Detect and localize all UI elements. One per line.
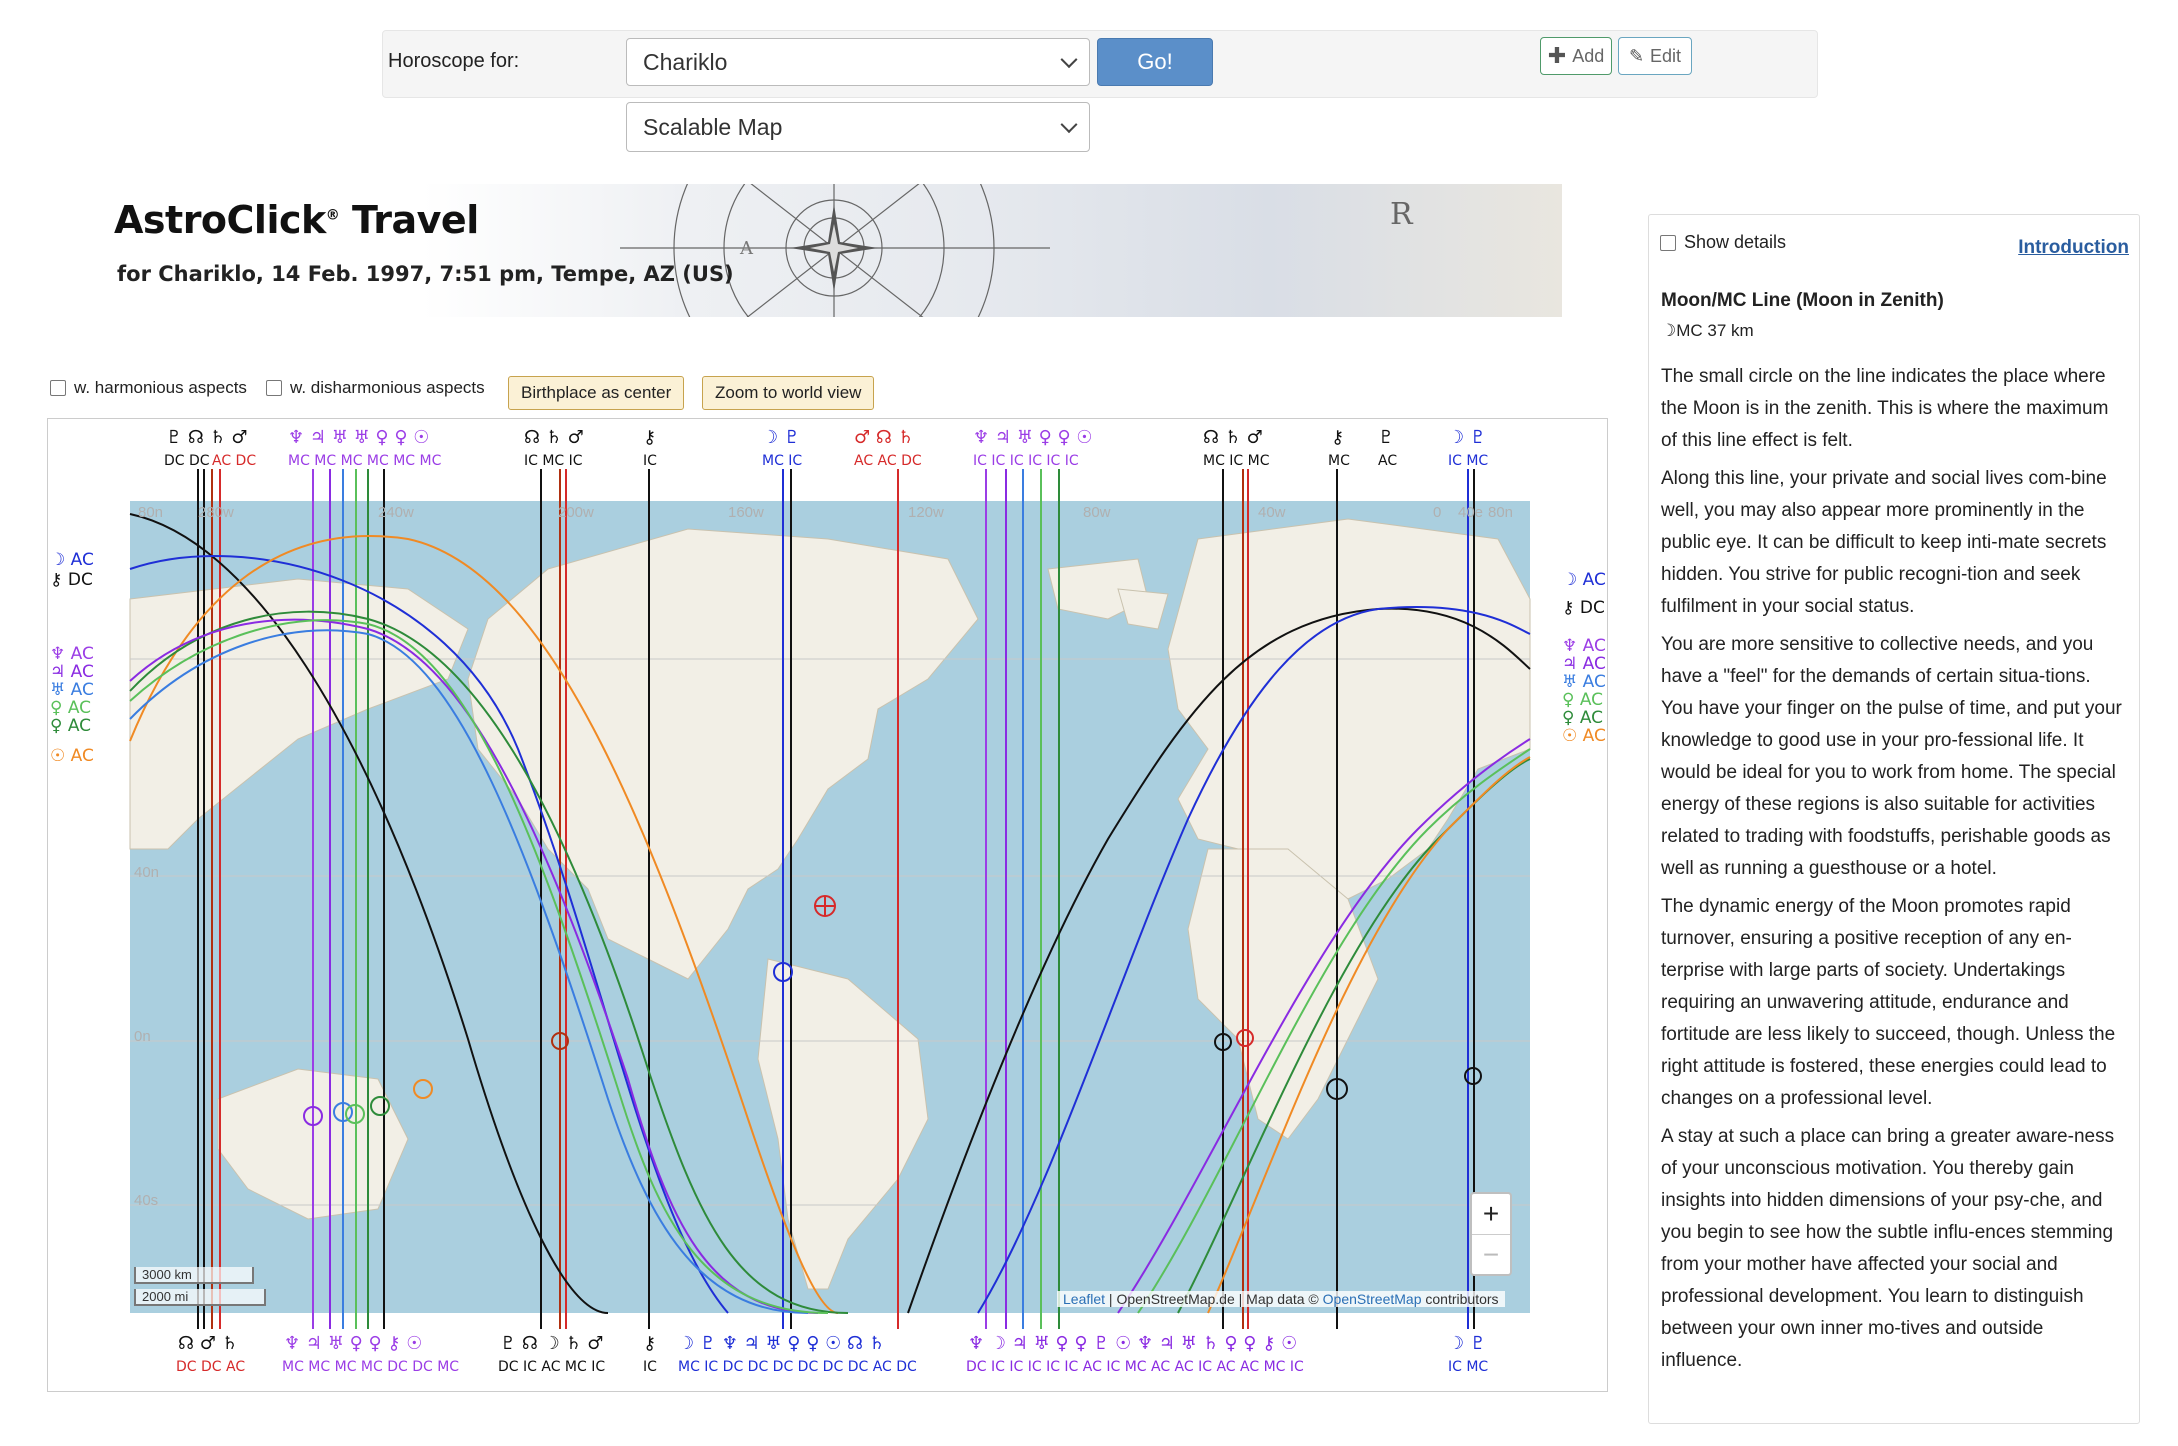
longitude-label: 120w — [908, 504, 944, 521]
svg-text:⚷: ⚷ — [643, 1333, 657, 1354]
horoscope-select[interactable] — [626, 38, 1090, 86]
harmonious-aspects-option[interactable] — [50, 378, 247, 398]
interpretation-panel — [1648, 214, 2140, 1424]
longitude-label: 80n — [138, 504, 164, 521]
line-labels-top — [164, 427, 1488, 469]
svg-text:IC: IC — [643, 453, 657, 469]
svg-text:☉ AC: ☉ AC — [50, 746, 94, 766]
paragraph: You are more sensitive to collective needs, and you have a "feel" for the demands of certain situa-tions. You have your finger on the pulse of time, and put your knowledge to good use in your pro-fessional life. It would be ideal for you to work from home. The special energy of these regions is also suitable for activities related to trading with foodstuffs, perishable goods as well as running a guesthouse or a hotel. — [1661, 634, 2122, 879]
svg-text:♇ ☊ ♄ ♂: ♇ ☊ ♄ ♂ — [166, 427, 248, 448]
zoom-control — [1470, 1192, 1512, 1276]
svg-text:MC IC MC: MC IC MC — [1203, 453, 1270, 469]
zoom-in-button[interactable]: + — [1482, 1198, 1500, 1229]
line-title: Moon/MC Line (Moon in Zenith) — [1661, 290, 1944, 311]
line-labels-bottom — [176, 1333, 1488, 1375]
latitude-label: 0n — [134, 1028, 151, 1045]
svg-text:♆ ♃ ♅ ♅ ♀ ♀ ☉: ♆ ♃ ♅ ♅ ♀ ♀ ☉ — [288, 427, 430, 448]
edit-icon: ✎ — [1628, 45, 1645, 66]
svg-text:DC IC AC MC IC: DC IC AC MC IC — [498, 1359, 606, 1375]
svg-text:IC: IC — [643, 1359, 657, 1375]
svg-text:IC MC: IC MC — [1448, 453, 1489, 469]
longitude-label: 240w — [378, 504, 414, 521]
svg-text:☽ AC: ☽ AC — [50, 550, 94, 570]
svg-text:⚷ DC: ⚷ DC — [50, 570, 93, 590]
zoom-world-button[interactable]: Zoom to world view — [702, 376, 874, 410]
chevron-down-icon — [1061, 116, 1078, 133]
svg-text:☊ ♄ ♂: ☊ ♄ ♂ — [1203, 427, 1263, 448]
svg-text:DC IC IC IC IC IC AC IC MC AC: DC IC IC IC IC IC AC IC MC AC AC IC AC AC MC IC — [966, 1359, 1304, 1375]
svg-text:MC IC: MC IC — [762, 453, 803, 469]
latitude-label: 40s — [134, 1192, 159, 1209]
svg-text:♀ AC: ♀ AC — [1562, 690, 1604, 710]
svg-text:MC MC MC MC DC DC MC: MC MC MC MC DC DC MC — [282, 1359, 460, 1375]
map-type-select[interactable] — [626, 102, 1090, 152]
harmonious-label: w. harmonious aspects — [74, 378, 247, 397]
osm-link[interactable]: OpenStreetMap — [1322, 1291, 1422, 1307]
svg-text:⚷: ⚷ — [1331, 427, 1345, 448]
svg-text:♂ ☊ ♄: ♂ ☊ ♄ — [854, 427, 914, 448]
zoom-out-button[interactable]: − — [1472, 1234, 1510, 1275]
svg-text:IC IC IC IC IC IC: IC IC IC IC IC IC — [973, 453, 1079, 469]
longitude-label: 80n — [1488, 504, 1514, 521]
svg-text:IC MC: IC MC — [1448, 1359, 1489, 1375]
paragraph: Along this line, your private and social lives com-bine well, you may also appear more prominently in the public eye. It can be difficult to keep inti-mate secrets hidden. You strive for public recogni-tion and seek fulfilment in your social status. — [1661, 468, 2107, 617]
svg-text:DC DC AC: DC DC AC — [176, 1359, 246, 1375]
disharmonious-aspects-option[interactable] — [266, 378, 485, 398]
longitude-label: 40w — [1258, 504, 1286, 521]
map-type-select-value: Scalable Map — [643, 113, 783, 140]
svg-text:♆ ☽ ♃ ♅ ♀ ♀ ♇ ☉ ♆ ♃ ♅ ♄ ♀ ♀ ⚷: ♆ ☽ ♃ ♅ ♀ ♀ ♇ ☉ ♆ ♃ ♅ ♄ ♀ ♀ ⚷ ☉ — [968, 1333, 1298, 1354]
show-details-option[interactable] — [1660, 232, 1786, 253]
svg-text:☽ ♇: ☽ ♇ — [1448, 1333, 1486, 1354]
banner-title: AstroClick® Travel — [114, 198, 479, 242]
map-attribution: Leaflet | OpenStreetMap.de | Map data © OpenStreetMap contributors — [1057, 1291, 1505, 1307]
paragraph: The dynamic energy of the Moon promotes rapid turnover, ensuring a positive reception of any en-terprise with large parts of society. Undertakings requiring an unwavering attitude, endurance and fortitude are less likely to succeed, though. Unless the right attitude is fostered, these energies could lead to changes on a professional level. — [1661, 896, 2116, 1109]
longitude-label: 0 — [1433, 504, 1442, 521]
add-button-label: Add — [1572, 45, 1605, 66]
svg-text:AC AC DC: AC AC DC — [854, 453, 922, 469]
svg-text:♃ AC: ♃ AC — [50, 662, 94, 682]
longitude-label: 40e — [1458, 504, 1484, 521]
longitude-label: 80w — [1083, 504, 1111, 521]
edit-button[interactable] — [1618, 37, 1692, 75]
svg-text:☽ ♇: ☽ ♇ — [762, 427, 800, 448]
svg-text:R: R — [1390, 197, 1413, 232]
line-labels-left — [50, 550, 94, 766]
introduction-link[interactable]: Introduction — [2018, 237, 2129, 258]
svg-text:MC MC MC MC MC MC: MC MC MC MC MC MC — [288, 453, 442, 469]
scale-mi: 2000 mi — [134, 1289, 266, 1306]
svg-text:MC: MC — [1328, 453, 1350, 469]
add-button[interactable] — [1540, 37, 1612, 75]
paragraph: A stay at such a place can bring a greater aware-ness of your unconscious motivation. You thereby gain insights into hidden dimensions of your psy-che, and you begin to see how the subtle influ-ences stemming from your mother have affected your social and professional development. You learn to distinguish between your own inner mo-tives and outside influence. — [1661, 1126, 2115, 1371]
svg-text:☊ ♄ ♂: ☊ ♄ ♂ — [524, 427, 584, 448]
svg-text:⚷: ⚷ — [643, 427, 657, 448]
latitude-label: 40n — [134, 864, 160, 881]
leaflet-link[interactable]: Leaflet — [1063, 1291, 1106, 1307]
banner-subtitle: for Chariklo, 14 Feb. 1997, 7:51 pm, Tempe, AZ (US) — [117, 262, 734, 286]
line-labels-right — [1562, 570, 1606, 746]
svg-text:♅ AC: ♅ AC — [1562, 672, 1606, 692]
svg-text:A: A — [740, 238, 753, 259]
svg-text:MC IC DC DC DC DC DC DC AC DC: MC IC DC DC DC DC DC DC AC DC — [678, 1359, 917, 1375]
edit-button-label: Edit — [1650, 45, 1682, 66]
harmonious-checkbox[interactable] — [50, 380, 66, 396]
svg-text:AC DC: AC DC — [212, 453, 257, 469]
paragraph: The small circle on the line indicates the place where the Moon is in the zenith. This is where the maximum of this line effect is felt. — [1661, 366, 2109, 451]
longitude-label: 200w — [558, 504, 594, 521]
svg-text:☊ ♂ ♄: ☊ ♂ ♄ — [178, 1333, 238, 1354]
svg-text:♆ ♃ ♅ ♀ ♀ ☉: ♆ ♃ ♅ ♀ ♀ ☉ — [973, 427, 1093, 448]
longitude-label: 280w — [198, 504, 234, 521]
svg-text:☽ AC: ☽ AC — [1562, 570, 1606, 590]
horoscope-for-label: Horoscope for: — [388, 50, 520, 72]
svg-text:☽ ♇: ☽ ♇ — [1448, 427, 1486, 448]
svg-text:IC MC IC: IC MC IC — [524, 453, 583, 469]
svg-text:♆ AC: ♆ AC — [1562, 636, 1606, 656]
astro-map-frame[interactable] — [47, 418, 1608, 1392]
plus-icon: ✚ — [1547, 43, 1567, 68]
svg-text:♀ AC: ♀ AC — [50, 698, 92, 718]
svg-text:☉ AC: ☉ AC — [1562, 726, 1606, 746]
line-glyph-distance: ☽MC 37 km — [1661, 321, 1754, 340]
scale-km: 3000 km — [134, 1267, 254, 1284]
chevron-down-icon — [1061, 51, 1078, 68]
show-details-label: Show details — [1684, 232, 1787, 252]
svg-text:♆ AC: ♆ AC — [50, 644, 94, 664]
svg-text:DC DC: DC DC — [164, 453, 210, 469]
svg-text:☽ ♇ ♆ ♃ ♅ ♀ ♀ ☉ ☊ ♄: ☽ ♇ ♆ ♃ ♅ ♀ ♀ ☉ ☊ ♄ — [678, 1333, 885, 1354]
disharmonious-checkbox[interactable] — [266, 380, 282, 396]
svg-text:♆ ♃ ♅ ♀ ♀ ⚷ ☉: ♆ ♃ ♅ ♀ ♀ ⚷ ☉ — [284, 1333, 423, 1354]
interpretation-text — [1661, 361, 2127, 1383]
astro-map[interactable] — [48, 419, 1607, 1391]
svg-text:♅ AC: ♅ AC — [50, 680, 94, 700]
svg-text:♀ AC: ♀ AC — [50, 716, 92, 736]
svg-text:♃ AC: ♃ AC — [1562, 654, 1606, 674]
svg-text:AC: AC — [1378, 453, 1398, 469]
svg-text:♇: ♇ — [1378, 427, 1395, 448]
longitude-label: 160w — [728, 504, 764, 521]
go-button[interactable]: Go! — [1097, 38, 1213, 86]
horoscope-select-value: Chariklo — [643, 48, 728, 75]
svg-text:♇ ☊ ☽ ♄ ♂: ♇ ☊ ☽ ♄ ♂ — [500, 1333, 604, 1354]
show-details-checkbox[interactable] — [1660, 235, 1676, 251]
disharmonious-label: w. disharmonious aspects — [290, 378, 485, 397]
svg-text:⚷ DC: ⚷ DC — [1562, 598, 1605, 618]
birthplace-center-button[interactable]: Birthplace as center — [508, 376, 684, 410]
svg-text:♀ AC: ♀ AC — [1562, 708, 1604, 728]
